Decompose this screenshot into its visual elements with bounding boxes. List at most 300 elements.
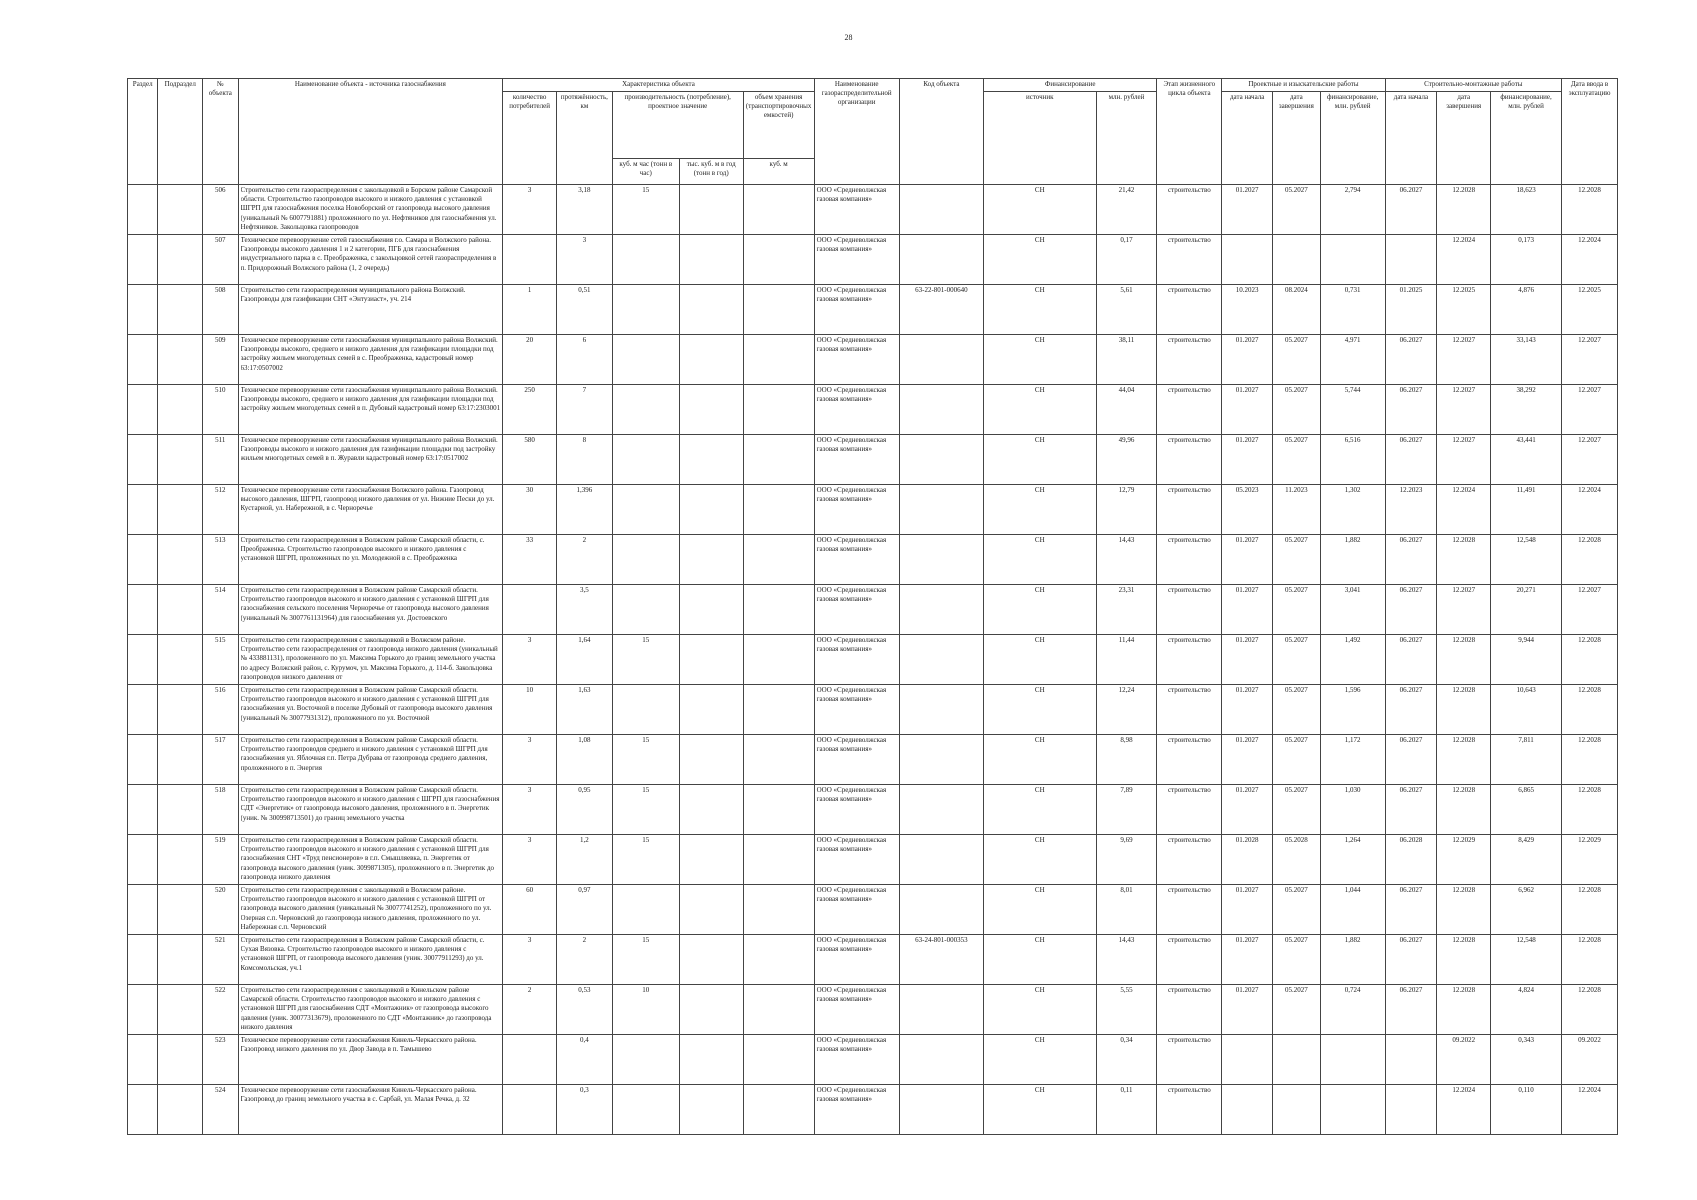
cell-stage: строительство <box>1157 1085 1222 1135</box>
cell-object-name <box>238 1085 503 1135</box>
object-name-text: Техническое перевооружение сети газоснабжения муниципального района Волжский. Газопроводы высокого и низкого давления для газификации площадки под застройку жильем многодетных семей в п. Журавли кадастровый номер 63:17:0517002 <box>240 436 498 463</box>
cell-design-start: 01.2027 <box>1222 435 1273 485</box>
cell-storage <box>743 385 814 435</box>
cell-constr-end: 12.2025 <box>1437 285 1491 335</box>
cell-prod-hour <box>612 1085 679 1135</box>
cell-prod-hour <box>612 235 679 285</box>
table-row <box>128 885 1618 935</box>
cell-constr-start: 06.2027 <box>1385 435 1437 485</box>
cell-mln: 38,11 <box>1096 335 1157 385</box>
cell-code <box>899 235 983 285</box>
cell-prod-hour <box>612 685 679 735</box>
header-construction-works: Строительно-монтажные работы <box>1385 79 1561 92</box>
cell-object-name <box>238 985 503 1035</box>
cell-razdel <box>128 935 158 985</box>
cell-mln: 49,96 <box>1096 435 1157 485</box>
header-constr-start: дата начала <box>1385 92 1437 185</box>
cell-constr-fin: 7,811 <box>1491 735 1562 785</box>
cell-design-end: 05.2027 <box>1273 335 1321 385</box>
table-row <box>128 435 1618 485</box>
cell-podrazdel <box>158 635 203 685</box>
cell-mln: 5,61 <box>1096 285 1157 335</box>
cell-podrazdel <box>158 785 203 835</box>
cell-code <box>899 1085 983 1135</box>
cell-design-end: 08.2024 <box>1273 285 1321 335</box>
cell-prod-year <box>679 185 743 235</box>
cell-consumers <box>503 1085 557 1135</box>
cell-constr-start: 06.2027 <box>1385 985 1437 1035</box>
cell-object-number: 518 <box>203 785 239 835</box>
cell-date-in: 12.2024 <box>1562 235 1618 285</box>
cell-date-in: 12.2028 <box>1562 985 1618 1035</box>
cell-design-start: 01.2027 <box>1222 935 1273 985</box>
cell-constr-fin: 6,865 <box>1491 785 1562 835</box>
cell-podrazdel <box>158 735 203 785</box>
cell-storage <box>743 785 814 835</box>
cell-constr-start: 06.2027 <box>1385 535 1437 585</box>
cell-stage: строительство <box>1157 985 1222 1035</box>
cell-razdel <box>128 885 158 935</box>
cell-code <box>899 635 983 685</box>
cell-constr-start <box>1385 1035 1437 1085</box>
cell-design-fin: 0,724 <box>1320 985 1385 1035</box>
cell-consumers <box>503 585 557 635</box>
cell-design-start: 05.2023 <box>1222 485 1273 535</box>
cell-design-fin: 3,041 <box>1320 585 1385 635</box>
cell-object-name <box>238 285 503 335</box>
cell-constr-fin: 12,548 <box>1491 535 1562 585</box>
cell-object-name <box>238 635 503 685</box>
cell-mln: 0,17 <box>1096 235 1157 285</box>
header-object-name: Наименование объекта - источника газоснабжения <box>238 79 503 185</box>
object-name-text: Строительство сети газораспределения в Волжском районе Самарской области. Строительство газопроводов высокого и низкого давления с установкой ШГРП для газоснабжения ул. Восточной в поселке Дубовый от газопровода высокого давления (уникальный № 30077931312), проложенного по ул. Восточной <box>240 686 493 722</box>
cell-design-end: 05.2027 <box>1273 935 1321 985</box>
cell-constr-end: 12.2028 <box>1437 785 1491 835</box>
cell-constr-start: 12.2023 <box>1385 485 1437 535</box>
cell-code <box>899 685 983 735</box>
cell-object-number: 524 <box>203 1085 239 1135</box>
cell-storage <box>743 985 814 1035</box>
header-code: Код объекта <box>899 79 983 185</box>
table-row <box>128 235 1618 285</box>
cell-source: СН <box>983 635 1096 685</box>
cell-design-fin <box>1320 1085 1385 1135</box>
cell-constr-start: 06.2027 <box>1385 635 1437 685</box>
cell-constr-end: 12.2028 <box>1437 535 1491 585</box>
table-row <box>128 985 1618 1035</box>
cell-source: СН <box>983 985 1096 1035</box>
cell-length: 0,97 <box>557 885 613 935</box>
cell-length: 0,51 <box>557 285 613 335</box>
cell-prod-year <box>679 385 743 435</box>
cell-storage <box>743 735 814 785</box>
cell-prod-hour <box>612 885 679 935</box>
cell-prod-year <box>679 735 743 785</box>
cell-podrazdel <box>158 185 203 235</box>
cell-constr-fin: 4,876 <box>1491 285 1562 335</box>
cell-length: 6 <box>557 335 613 385</box>
cell-consumers: 580 <box>503 435 557 485</box>
cell-object-number: 514 <box>203 585 239 635</box>
cell-consumers: 3 <box>503 935 557 985</box>
cell-prod-hour: 15 <box>612 735 679 785</box>
cell-design-end: 05.2027 <box>1273 385 1321 435</box>
cell-constr-start: 06.2027 <box>1385 685 1437 735</box>
cell-razdel <box>128 285 158 335</box>
header-mln: млн. рублей <box>1096 92 1157 185</box>
cell-mln: 14,43 <box>1096 535 1157 585</box>
cell-prod-hour: 15 <box>612 185 679 235</box>
cell-constr-fin: 0,110 <box>1491 1085 1562 1135</box>
cell-prod-year <box>679 1085 743 1135</box>
cell-prod-hour: 15 <box>612 635 679 685</box>
cell-mln: 8,01 <box>1096 885 1157 935</box>
cell-design-end <box>1273 1035 1321 1085</box>
cell-prod-hour <box>612 585 679 635</box>
cell-constr-start: 06.2027 <box>1385 735 1437 785</box>
cell-prod-year <box>679 785 743 835</box>
cell-source: СН <box>983 485 1096 535</box>
cell-source: СН <box>983 535 1096 585</box>
cell-stage: строительство <box>1157 685 1222 735</box>
cell-storage <box>743 635 814 685</box>
cell-stage: строительство <box>1157 235 1222 285</box>
cell-stage: строительство <box>1157 885 1222 935</box>
table-row <box>128 335 1618 385</box>
cell-design-end: 05.2027 <box>1273 585 1321 635</box>
cell-length: 1,08 <box>557 735 613 785</box>
header-design-works: Проектные и изыскательские работы <box>1222 79 1385 92</box>
table-row <box>128 735 1618 785</box>
table-row <box>128 535 1618 585</box>
cell-organization: ООО «Средневолжская газовая компания» <box>814 1035 899 1085</box>
cell-code <box>899 485 983 535</box>
cell-date-in: 12.2025 <box>1562 285 1618 335</box>
cell-stage: строительство <box>1157 585 1222 635</box>
cell-constr-end: 12.2024 <box>1437 485 1491 535</box>
cell-constr-fin: 18,623 <box>1491 185 1562 235</box>
cell-design-fin: 4,971 <box>1320 335 1385 385</box>
cell-design-end <box>1273 235 1321 285</box>
header-characteristics: Характеристика объекта <box>503 79 814 92</box>
cell-length: 2 <box>557 935 613 985</box>
table-row <box>128 1035 1618 1085</box>
cell-design-start <box>1222 1035 1273 1085</box>
cell-design-start: 01.2027 <box>1222 535 1273 585</box>
object-name-text: Техническое перевооружение сети газоснабжения Кинель-Черкасского района. Газопровод до границ земельного участка в с. Сарбай, ул. Малая Речка, д. 32 <box>240 1086 477 1104</box>
cell-length: 2 <box>557 535 613 585</box>
cell-design-end: 05.2027 <box>1273 635 1321 685</box>
cell-constr-start: 06.2027 <box>1385 935 1437 985</box>
cell-constr-end: 09.2022 <box>1437 1035 1491 1085</box>
cell-object-number: 515 <box>203 635 239 685</box>
cell-object-name <box>238 585 503 635</box>
cell-organization: ООО «Средневолжская газовая компания» <box>814 335 899 385</box>
cell-organization: ООО «Средневолжская газовая компания» <box>814 685 899 735</box>
cell-length: 8 <box>557 435 613 485</box>
cell-code <box>899 985 983 1035</box>
cell-code: 63-24-801-000353 <box>899 935 983 985</box>
cell-organization: ООО «Средневолжская газовая компания» <box>814 935 899 985</box>
cell-stage: строительство <box>1157 785 1222 835</box>
header-razdel: Раздел <box>128 79 158 185</box>
cell-prod-year <box>679 335 743 385</box>
cell-object-number: 519 <box>203 835 239 885</box>
cell-prod-year <box>679 835 743 885</box>
cell-length: 3 <box>557 235 613 285</box>
cell-design-end: 05.2027 <box>1273 685 1321 735</box>
cell-prod-year <box>679 285 743 335</box>
cell-stage: строительство <box>1157 385 1222 435</box>
table-row <box>128 485 1618 535</box>
cell-razdel <box>128 685 158 735</box>
table-body <box>128 185 1618 1135</box>
cell-razdel <box>128 435 158 485</box>
object-name-text: Строительство сети газораспределения в Волжском районе Самарской области. Строительство газопроводов среднего и низкого давления с установкой ШГРП для газоснабжения ул. Яблочная г.п. Петра Дубрава от газопровода среднего давления, проложенного в п. Энергия <box>240 736 488 772</box>
object-name-text: Строительство сети газораспределения с закольцовкой в Борском районе Самарской области. Строительство газопроводов высокого и низкого давления с установкой ШГРП для газоснабжения поселка Новоборский от газопровода высокого давления (уникальный № 6007791881) проложенного по ул. Нефтяников для газоснабжения ул. Нефтяников. Закольцовка газопроводов <box>240 186 497 231</box>
cell-prod-hour <box>612 535 679 585</box>
cell-design-fin: 1,044 <box>1320 885 1385 935</box>
cell-organization: ООО «Средневолжская газовая компания» <box>814 235 899 285</box>
cell-organization: ООО «Средневолжская газовая компания» <box>814 485 899 535</box>
cell-object-number: 521 <box>203 935 239 985</box>
cell-constr-fin: 33,143 <box>1491 335 1562 385</box>
cell-code <box>899 835 983 885</box>
cell-design-fin <box>1320 235 1385 285</box>
cell-prod-hour: 10 <box>612 985 679 1035</box>
cell-code <box>899 185 983 235</box>
header-design-start: дата начала <box>1222 92 1273 185</box>
cell-design-start: 01.2028 <box>1222 835 1273 885</box>
cell-object-number: 523 <box>203 1035 239 1085</box>
cell-stage: строительство <box>1157 285 1222 335</box>
cell-constr-fin: 8,429 <box>1491 835 1562 885</box>
cell-constr-end: 12.2028 <box>1437 735 1491 785</box>
cell-storage <box>743 435 814 485</box>
cell-consumers: 20 <box>503 335 557 385</box>
cell-storage <box>743 585 814 635</box>
cell-storage <box>743 935 814 985</box>
cell-source: СН <box>983 585 1096 635</box>
cell-constr-start: 06.2027 <box>1385 335 1437 385</box>
cell-razdel <box>128 535 158 585</box>
cell-source: СН <box>983 885 1096 935</box>
cell-constr-end: 12.2027 <box>1437 385 1491 435</box>
cell-length: 1,63 <box>557 685 613 735</box>
cell-date-in: 12.2028 <box>1562 785 1618 835</box>
cell-code <box>899 435 983 485</box>
cell-prod-year <box>679 485 743 535</box>
cell-code <box>899 1035 983 1085</box>
cell-constr-start: 06.2027 <box>1385 185 1437 235</box>
cell-podrazdel <box>158 385 203 435</box>
table-row <box>128 385 1618 435</box>
cell-object-name <box>238 935 503 985</box>
table-row <box>128 585 1618 635</box>
cell-podrazdel <box>158 985 203 1035</box>
header-constr-fin: финансирование, млн. рублей <box>1491 92 1562 185</box>
cell-consumers: 33 <box>503 535 557 585</box>
cell-source: СН <box>983 735 1096 785</box>
cell-constr-start: 06.2027 <box>1385 585 1437 635</box>
cell-date-in: 12.2027 <box>1562 585 1618 635</box>
cell-razdel <box>128 635 158 685</box>
cell-podrazdel <box>158 285 203 335</box>
cell-design-start: 01.2027 <box>1222 685 1273 735</box>
header-length: протяжённость, км <box>557 92 613 185</box>
cell-consumers: 3 <box>503 185 557 235</box>
cell-razdel <box>128 1085 158 1135</box>
cell-razdel <box>128 485 158 535</box>
table-row <box>128 285 1618 335</box>
cell-object-number: 511 <box>203 435 239 485</box>
header-design-end: дата завершения <box>1273 92 1321 185</box>
cell-design-end: 05.2027 <box>1273 785 1321 835</box>
cell-organization: ООО «Средневолжская газовая компания» <box>814 785 899 835</box>
cell-constr-fin: 20,271 <box>1491 585 1562 635</box>
cell-razdel <box>128 185 158 235</box>
cell-object-name <box>238 535 503 585</box>
cell-source: СН <box>983 335 1096 385</box>
cell-object-number: 509 <box>203 335 239 385</box>
cell-design-end: 05.2027 <box>1273 985 1321 1035</box>
cell-razdel <box>128 235 158 285</box>
cell-code <box>899 585 983 635</box>
cell-consumers: 60 <box>503 885 557 935</box>
cell-constr-fin: 38,292 <box>1491 385 1562 435</box>
cell-constr-start: 06.2027 <box>1385 385 1437 435</box>
cell-design-fin: 1,882 <box>1320 535 1385 585</box>
cell-razdel <box>128 835 158 885</box>
cell-source: СН <box>983 385 1096 435</box>
object-name-text: Строительство сети газораспределения с закольцовкой в Волжском районе. Строительство сети газораспределения от газопровода низкого давления (уникальный № 433881131), проложенного по ул. Максима Горького до границ земельного участка по адресу Волжский район, с. Курумоч, ул. Максима Горького, д. 114-б. Закольцовка газопроводов низкого давления от <box>240 636 498 681</box>
table-header <box>128 79 1618 185</box>
cell-storage <box>743 285 814 335</box>
cell-podrazdel <box>158 1035 203 1085</box>
cell-object-number: 516 <box>203 685 239 735</box>
cell-prod-year <box>679 235 743 285</box>
cell-prod-hour: 15 <box>612 935 679 985</box>
cell-design-start: 01.2027 <box>1222 785 1273 835</box>
object-name-text: Техническое перевооружение сети газоснабжения Кинель-Черкасского района. Газопровод низкого давления по ул. Двор Завода в п. Тамышево <box>240 1036 477 1054</box>
cell-source: СН <box>983 835 1096 885</box>
cell-object-name <box>238 835 503 885</box>
cell-length: 0,3 <box>557 1085 613 1135</box>
cell-organization: ООО «Средневолжская газовая компания» <box>814 1085 899 1135</box>
table-row <box>128 635 1618 685</box>
cell-length: 3,5 <box>557 585 613 635</box>
cell-source: СН <box>983 185 1096 235</box>
cell-podrazdel <box>158 535 203 585</box>
cell-organization: ООО «Средневолжская газовая компания» <box>814 635 899 685</box>
cell-storage <box>743 685 814 735</box>
cell-length: 3,18 <box>557 185 613 235</box>
cell-prod-year <box>679 885 743 935</box>
cell-podrazdel <box>158 835 203 885</box>
cell-length: 1,2 <box>557 835 613 885</box>
cell-storage <box>743 1085 814 1135</box>
cell-mln: 23,31 <box>1096 585 1157 635</box>
cell-object-name <box>238 435 503 485</box>
cell-constr-fin: 0,173 <box>1491 235 1562 285</box>
cell-design-start: 01.2027 <box>1222 335 1273 385</box>
cell-mln: 9,69 <box>1096 835 1157 885</box>
cell-stage: строительство <box>1157 735 1222 785</box>
table-row <box>128 835 1618 885</box>
cell-consumers <box>503 235 557 285</box>
cell-date-in: 12.2028 <box>1562 535 1618 585</box>
header-storage: объем хранения (транспортировочных емкостей) <box>743 92 814 159</box>
cell-design-fin: 1,596 <box>1320 685 1385 735</box>
cell-source: СН <box>983 1085 1096 1135</box>
cell-design-fin: 1,172 <box>1320 735 1385 785</box>
cell-design-end <box>1273 1085 1321 1135</box>
cell-design-end: 05.2027 <box>1273 885 1321 935</box>
cell-prod-hour <box>612 435 679 485</box>
cell-constr-fin: 9,944 <box>1491 635 1562 685</box>
cell-mln: 14,43 <box>1096 935 1157 985</box>
cell-design-start: 10.2023 <box>1222 285 1273 335</box>
cell-stage: строительство <box>1157 1035 1222 1085</box>
cell-constr-fin: 6,962 <box>1491 885 1562 935</box>
cell-design-end: 05.2027 <box>1273 535 1321 585</box>
cell-object-name <box>238 735 503 785</box>
cell-prod-year <box>679 635 743 685</box>
cell-stage: строительство <box>1157 485 1222 535</box>
cell-design-fin: 1,030 <box>1320 785 1385 835</box>
cell-design-start: 01.2027 <box>1222 985 1273 1035</box>
cell-code <box>899 785 983 835</box>
cell-design-start: 01.2027 <box>1222 635 1273 685</box>
header-storage-unit: куб. м <box>743 159 814 185</box>
cell-source: СН <box>983 1035 1096 1085</box>
cell-date-in: 12.2028 <box>1562 935 1618 985</box>
cell-storage <box>743 185 814 235</box>
cell-prod-hour <box>612 1035 679 1085</box>
cell-constr-end: 12.2028 <box>1437 635 1491 685</box>
cell-prod-year <box>679 435 743 485</box>
cell-mln: 44,04 <box>1096 385 1157 435</box>
cell-object-number: 506 <box>203 185 239 235</box>
cell-constr-start: 06.2027 <box>1385 885 1437 935</box>
cell-stage: строительство <box>1157 335 1222 385</box>
cell-razdel <box>128 785 158 835</box>
cell-design-start: 01.2027 <box>1222 885 1273 935</box>
cell-constr-end: 12.2027 <box>1437 435 1491 485</box>
cell-constr-fin: 11,491 <box>1491 485 1562 535</box>
cell-constr-start: 01.2025 <box>1385 285 1437 335</box>
cell-object-name <box>238 385 503 435</box>
cell-constr-end: 12.2024 <box>1437 1085 1491 1135</box>
cell-design-fin <box>1320 1035 1385 1085</box>
cell-design-fin: 1,302 <box>1320 485 1385 535</box>
cell-prod-year <box>679 685 743 735</box>
cell-mln: 7,89 <box>1096 785 1157 835</box>
cell-length: 0,4 <box>557 1035 613 1085</box>
header-financing: Финансирование <box>983 79 1156 92</box>
object-name-text: Строительство сети газораспределения в Волжском районе Самарской области, с. Сухая Вязовка. Строительство газопроводов высокого и низкого давления с установкой ШГРП, от газопровода высокого давления (уник. 30077911293) до ул. Комсомольская, уч.1 <box>240 936 485 972</box>
cell-consumers: 3 <box>503 735 557 785</box>
table-row <box>128 785 1618 835</box>
cell-organization: ООО «Средневолжская газовая компания» <box>814 585 899 635</box>
cell-constr-fin: 12,548 <box>1491 935 1562 985</box>
cell-consumers: 3 <box>503 835 557 885</box>
cell-design-fin: 0,731 <box>1320 285 1385 335</box>
header-date-in: Дата ввода в эксплуатацию <box>1562 79 1618 185</box>
cell-podrazdel <box>158 485 203 535</box>
cell-razdel <box>128 335 158 385</box>
cell-source: СН <box>983 935 1096 985</box>
